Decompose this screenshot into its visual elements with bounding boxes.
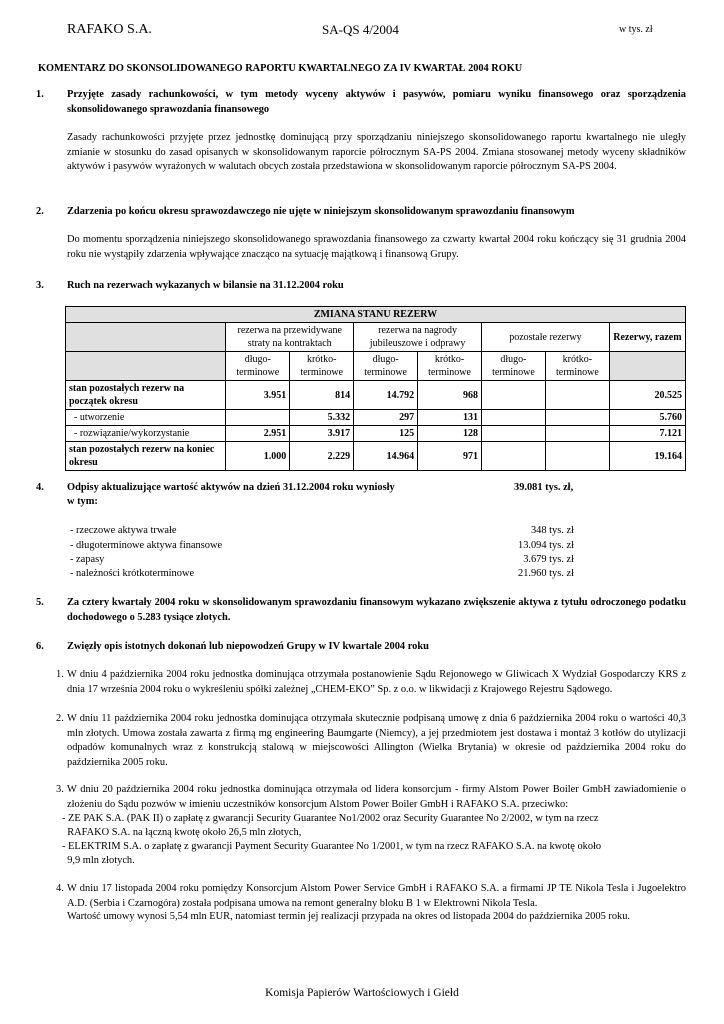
- section-2-number: 2.: [36, 206, 44, 217]
- writedown-item: - długoterminowe aktywa finansowe: [70, 540, 223, 551]
- cell: [226, 410, 290, 426]
- cell: 3.951: [226, 381, 290, 410]
- sub-long: długo-terminowe: [226, 352, 290, 381]
- section-3-title: Ruch na rezerwach wykazanych w bilansie na 31.12.2004 roku: [67, 280, 344, 291]
- cell: 2.229: [290, 442, 354, 471]
- writedown-total: 39.081 tys. zł,: [514, 482, 574, 493]
- event-3-line: - ELEKTRIM S.A. o zapłatę z gwarancji Payment Security Guarantee No 1/2001, w tym na rzecz RAFAKO S.A. na kwotę około: [62, 841, 602, 852]
- event-3-line: RAFAKO S.A. na łączną kwotę około 26,5 mln złotych,: [62, 827, 302, 838]
- event-2-text: W dniu 11 października 2004 roku jednostka dominująca otrzymała skutecznie podpisaną umowę z dnia 6 października 2004 roku o wartości 40,3 mln złotych. Umowa została zawarta z firmą mg engineering Baumgarte (Niemcy), a jej przedmiotem jest dostawa i montaż 3 kotłów do utylizacji odpadów komunalnych wraz z konstrukcją stalową w miejscowości Allington (Wielka Brytania) w okresie od października 2004 roku do października 2005 roku.: [67, 713, 686, 768]
- sub-total-blank: [609, 352, 685, 381]
- row-label: - utworzenie: [66, 410, 226, 426]
- col-group-other: pozostałe rezerwy: [482, 323, 610, 352]
- writedown-item: - należności krótkoterminowe: [70, 568, 195, 579]
- section-6-number: 6.: [36, 641, 44, 652]
- event-4-text: W dniu 17 listopada 2004 roku pomiędzy Konsorcjum Alstom Power Service GmbH i RAFAKO S.A. a firmami JP TE Nikola Tesla i Jugoelektro A.D. (Serbia i Czarnogóra) została podpisana umowa na remont generalny bloku B 1 w Elektrowni Nikola Tesla.: [67, 883, 686, 909]
- cell: 814: [290, 381, 354, 410]
- cell: 128: [418, 426, 482, 442]
- section-4-title: Odpisy aktualizujące wartość aktywów na dzień 31.12.2004 roku wyniosły: [67, 482, 395, 493]
- event-2-number: 2.: [56, 713, 64, 724]
- cell: 5.332: [290, 410, 354, 426]
- col-group-contract-losses: rezerwa na przewidywane straty na kontraktach: [226, 323, 354, 352]
- table-row: [66, 426, 686, 442]
- cell-total: 5.760: [609, 410, 685, 426]
- section-2-title: Zdarzenia po końcu okresu sprawozdawczego nie ujęte w niniejszym skonsolidowanym sprawozdaniu finansowym: [67, 206, 575, 217]
- sub-short: krótko-terminowe: [418, 352, 482, 381]
- cell: 1.000: [226, 442, 290, 471]
- section-5-title: Za cztery kwartały 2004 roku w skonsolidowanym sprawozdaniu finansowym wykazano zwiększenie aktywa z tytułu odroczonego podatku dochodowego o 5.283 tysiące złotych.: [67, 597, 686, 623]
- section-6-title: Zwięzły opis istotnych dokonań lub niepowodzeń Grupy w IV kwartale 2004 roku: [67, 641, 429, 652]
- sub-long: długo-terminowe: [482, 352, 546, 381]
- event-3-number: 3.: [56, 784, 64, 795]
- cell: 2.951: [226, 426, 290, 442]
- writedown-value: 13.094 tys. zł: [518, 540, 574, 551]
- report-code: SA-QS 4/2004: [322, 22, 399, 37]
- document-title: KOMENTARZ DO SKONSOLIDOWANEGO RAPORTU KWARTALNEGO ZA IV KWARTAŁ 2004 ROKU: [38, 63, 523, 74]
- page-footer: Komisja Papierów Wartościowych i Giełd: [265, 987, 459, 999]
- event-3-text: W dniu 20 października 2004 roku jednostka dominująca otrzymała od lidera konsorcjum - firmy Alstom Power Boiler GmbH zawiadomienie o złożeniu do Sądu pozwów w imieniu uczestników konsorcjum Alstom Power Boiler GmbH i RAFAKO S.A. przeciwko:: [67, 784, 686, 810]
- writedown-item: - rzeczowe aktywa trwałe: [70, 525, 177, 536]
- event-1-text: W dniu 4 października 2004 roku jednostka dominująca otrzymała postanowienie Sądu Rejonowego w Gliwicach X Wydział Gospodarczy KRS z dnia 17 września 2004 roku o wykreśleniu spółki zależnej „CHEM-EKO” Sp. z o.o. w likwidacji z Krajowego Rejestru Sądowego.: [67, 669, 686, 695]
- row-label: stan pozostałych rezerw na koniec okresu: [66, 442, 226, 471]
- writedown-value: 348 tys. zł: [530, 525, 574, 536]
- reserves-table: [65, 306, 686, 471]
- table-subheader-blank: [66, 352, 226, 381]
- table-corner: [66, 323, 226, 352]
- event-4-number: 4.: [56, 883, 64, 894]
- row-label: stan pozostałych rezerw na początek okresu: [66, 381, 226, 410]
- cell-total: 7.121: [609, 426, 685, 442]
- cell: 125: [354, 426, 418, 442]
- cell: 297: [354, 410, 418, 426]
- table-title: ZMIANA STANU REZERW: [66, 307, 686, 323]
- cell: 14.792: [354, 381, 418, 410]
- sub-short: krótko-terminowe: [545, 352, 609, 381]
- section-3-number: 3.: [36, 280, 44, 291]
- event-4-line: Wartość umowy wynosi 5,54 mln EUR, natomiast termin jej realizacji przypada na okres od listopada 2004 do października 2005 roku.: [67, 911, 631, 922]
- section-1-title: Przyjęte zasady rachunkowości, w tym metody wyceny aktywów i pasywów, pomiaru wyniku finansowego oraz sporządzenia skonsolidowanego sprawozdania finansowego: [67, 89, 686, 115]
- cell: [545, 426, 609, 442]
- company-name: RAFAKO S.A.: [67, 22, 152, 37]
- cell-total: 19.164: [609, 442, 685, 471]
- section-4-subtitle: w tym:: [67, 496, 98, 507]
- cell: [545, 442, 609, 471]
- writedown-value: 21.960 tys. zł: [518, 568, 574, 579]
- event-3-line: - ZE PAK S.A. (PAK II) o zapłatę z gwarancji Security Guarantee No1/2002 oraz Security Guarantee No 2/2002, w tym na rzecz: [62, 813, 599, 824]
- section-1-text: Zasady rachunkowości przyjęte przez jednostkę dominującą przy sporządzaniu niniejszego skonsolidowanego raportu kwartalnego nie uległy zmianie w stosunku do zasad opisanych w skonsolidowanym raporcie półrocznym SA-PS 2004. Zmiana stosowanej metody wyceny składników aktywów i pasywów wyrażonych w walutach obcych została przedstawiona w skonsolidowanym raporcie półrocznym SA-PS 2004.: [67, 132, 686, 173]
- section-1-number: 1.: [36, 89, 44, 100]
- event-3-line: 9,9 mln złotych.: [62, 855, 135, 866]
- cell: 14.964: [354, 442, 418, 471]
- section-4-number: 4.: [36, 482, 44, 493]
- cell: [482, 442, 546, 471]
- cell: 971: [418, 442, 482, 471]
- sub-short: krótko-terminowe: [290, 352, 354, 381]
- col-group-jubilee: rezerwa na nagrody jubileuszowe i odprawy: [354, 323, 482, 352]
- cell: 968: [418, 381, 482, 410]
- cell-total: 20.525: [609, 381, 685, 410]
- writedown-value: 3.679 tys. zł: [523, 554, 574, 565]
- event-1-number: 1.: [56, 669, 64, 680]
- row-label: - rozwiązanie/wykorzystanie: [66, 426, 226, 442]
- section-2-text: Do momentu sporządzenia niniejszego skonsolidowanego sprawozdania finansowego za czwarty kwartał 2004 roku kończący się 31 grudnia 2004 roku nie wystąpiły zdarzenia wpływające znacząco na sytuację majątkową i finansową Grupy.: [67, 234, 686, 260]
- cell: 3.917: [290, 426, 354, 442]
- section-5-number: 5.: [36, 597, 44, 608]
- cell: [482, 410, 546, 426]
- cell: [482, 426, 546, 442]
- cell: 131: [418, 410, 482, 426]
- table-row: [66, 442, 686, 471]
- cell: [482, 381, 546, 410]
- col-total: Rezerwy, razem: [609, 323, 685, 352]
- table-row: [66, 410, 686, 426]
- unit-note: w tys. zł: [619, 24, 653, 35]
- cell: [545, 410, 609, 426]
- table-row: [66, 381, 686, 410]
- writedown-item: - zapasy: [70, 554, 105, 565]
- cell: [545, 381, 609, 410]
- sub-long: długo-terminowe: [354, 352, 418, 381]
